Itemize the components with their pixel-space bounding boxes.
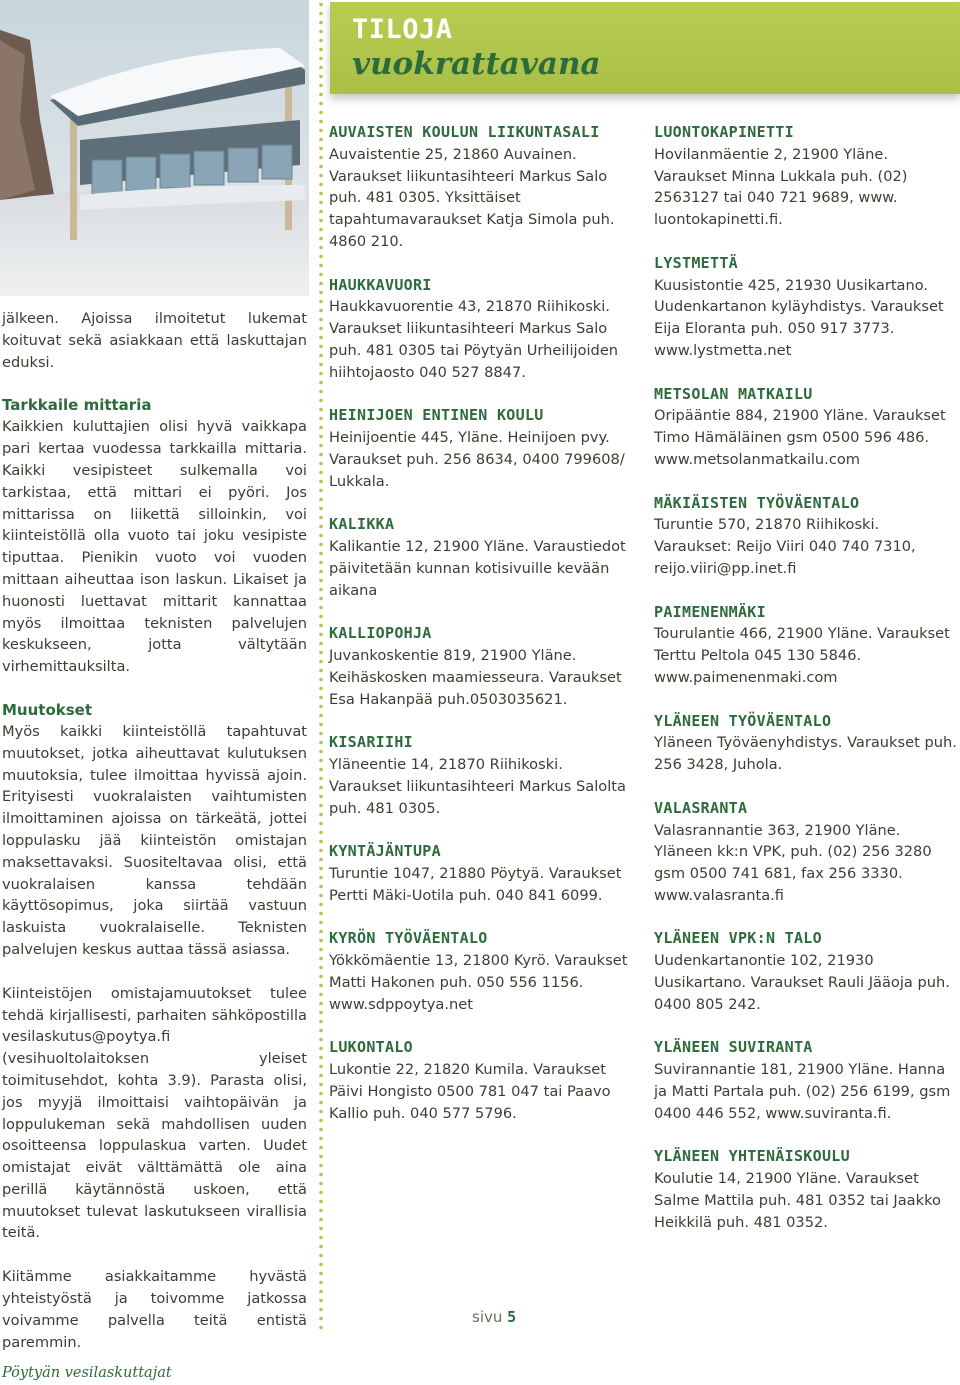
section-title-changes: Muutokset bbox=[2, 700, 93, 719]
venue-name: HEINIJOEN ENTINEN KOULU bbox=[329, 406, 544, 425]
venue-name: YLÄNEEN YHTENÄISKOULU bbox=[654, 1147, 850, 1166]
venue-name: YLÄNEEN VPK:N TALO bbox=[654, 929, 822, 948]
venue-name: KALLIOPOHJA bbox=[329, 624, 432, 643]
ownership-paragraph: Kiinteistöjen omistajamuutokset tulee tehdä kirjallisesti, parhaiten sähköpostilla vesilaskutus@poytya.fi (vesihuoltolaitoksen yleiset toimitusehdot, kohta 3.9). Parasta olisi, jos myyjä ilmoittaisi vaihtopäivän ja loppulukeman sekä mahdollisen uuden osoitteensa loppulaskua varten. Uudet omistajat eivät välttämättä ole aina perillä käytännöstä uskoen, että muutokset tulevat laskutukseen virallisia teitä. bbox=[2, 984, 307, 1242]
venue-entry bbox=[654, 602, 960, 689]
venue-name: KYRÖN TYÖVÄENTALO bbox=[329, 929, 488, 948]
header-banner bbox=[330, 2, 960, 94]
venue-entry bbox=[654, 711, 960, 776]
venue-name: METSOLAN MATKAILU bbox=[654, 384, 813, 403]
venue-details: Hovilanmäentie 2, 21900 Yläne. Varaukset Minna Lukkala puh. (02) 2563127 tai 040 721 9689, www. luontokapinetti.fi. bbox=[654, 145, 908, 229]
banner-title: TILOJA bbox=[352, 14, 453, 45]
mailbox-photo bbox=[0, 0, 309, 296]
venue-name: YLÄNEEN TYÖVÄENTALO bbox=[654, 711, 832, 730]
venue-details: Yökkömäentie 13, 21800 Kyrö. Varaukset Matti Hakonen puh. 050 556 1156. www.sdppoytya.net bbox=[329, 952, 628, 1013]
thanks-paragraph: Kiitämme asiakkaitamme hyvästä yhteistyöstä ja toivomme jatkossa voivamme palvella teitä entistä paremmin. bbox=[2, 1268, 307, 1351]
venue-details: Auvaistentie 25, 21860 Auvainen. Varaukset liikuntasihteeri Markus Salo puh. 481 0305. Yksittäiset tapahtumavaraukset Katja Simola puh. 4860 210. bbox=[329, 145, 615, 250]
page-word: sivu bbox=[472, 1308, 503, 1326]
venue-details: Kuusistontie 425, 21930 Uusikartano. Uudenkartanon kyläyhdistys. Varaukset Eija Eloranta puh. 050 917 3773. www.lystmetta.net bbox=[654, 276, 944, 359]
venue-details: Turuntie 570, 21870 Riihikoski. Varaukset: Reijo Viiri 040 740 7310, reijo.viiri@pp.inet.fi bbox=[654, 516, 916, 577]
venue-details: Uudenkartanontie 102, 21930 Uusikartano. Varaukset Rauli Jääoja puh. 0400 805 242. bbox=[654, 952, 950, 1013]
venue-details: Heinijoentie 445, Yläne. Heinijoen pvy. Varaukset puh. 256 8634, 0400 799608/ Lukkala. bbox=[329, 429, 625, 490]
venue-name: VALASRANTA bbox=[654, 798, 748, 817]
venue-details: Suvirannantie 181, 21900 Yläne. Hanna ja Matti Partala puh. (02) 256 6199, gsm 0400 446 552, www.suviranta.fi. bbox=[654, 1061, 951, 1122]
venue-entry bbox=[654, 253, 960, 362]
venue-details: Yläneentie 14, 21870 Riihikoski. Varaukset liikuntasihteeri Markus Salolta puh. 481 0305. bbox=[329, 756, 626, 817]
page-number bbox=[472, 1308, 516, 1326]
venue-entry bbox=[654, 1037, 960, 1124]
venue-name: PAIMENENMÄKI bbox=[654, 602, 766, 621]
section-title-meter: Tarkkaile mittaria bbox=[2, 396, 152, 415]
venue-entry bbox=[329, 928, 629, 1015]
venue-name: AUVAISTEN KOULUN LIIKUNTASALI bbox=[329, 123, 600, 141]
venue-name: MÄKIÄISTEN TYÖVÄENTALO bbox=[654, 493, 860, 512]
venue-details: Kalikantie 12, 21900 Yläne. Varaustiedot päivitetään kunnan kotisivuille kevään aikana bbox=[329, 538, 626, 599]
venue-details: Oripääntie 884, 21900 Yläne. Varaukset Timo Hämäläinen gsm 0500 596 486. www.metsolanmatkailu.com bbox=[654, 407, 946, 468]
venue-details: Turuntie 1047, 21880 Pöytyä. Varaukset Pertti Mäki-Uotila puh. 040 841 6099. bbox=[329, 865, 622, 904]
venue-entry bbox=[654, 122, 960, 231]
venue-details: Tourulantie 466, 21900 Yläne. Varaukset Terttu Peltola 045 130 5846. www.paimenenmaki.com bbox=[654, 625, 950, 686]
venue-name: LYSTMETTÄ bbox=[654, 253, 738, 272]
venue-entry bbox=[329, 732, 629, 819]
venue-entry bbox=[329, 1037, 629, 1124]
venue-details: Valasrannantie 363, 21900 Yläne. Yläneen kk:n VPK, puh. (02) 256 3280 gsm 0500 741 681, fax 256 3330. www.valasranta.fi bbox=[654, 821, 932, 904]
intro-paragraph: jälkeen. Ajoissa ilmoitetut lukemat koituvat sekä asiakkaan että laskuttajan eduksi. bbox=[2, 310, 307, 371]
venue-details: Lukontie 22, 21820 Kumila. Varaukset Päivi Hongisto 0500 781 047 tai Paavo Kallio puh. 040 577 5796. bbox=[329, 1061, 611, 1122]
venue-entry bbox=[654, 798, 960, 907]
venue-details: Koulutie 14, 21900 Yläne. Varaukset Salme Mattila puh. 481 0352 tai Jaakko Heikkilä puh. 481 0352. bbox=[654, 1170, 941, 1231]
venue-entry bbox=[329, 275, 629, 384]
banner-subtitle: vuokrattavana bbox=[352, 46, 601, 82]
venue-name: LUONTOKAPINETTI bbox=[654, 123, 794, 141]
venue-entry bbox=[329, 514, 629, 601]
section-body-meter: Kaikkien kuluttajien olisi hyvä vaikkapa pari kertaa vuodessa tarkkailla mittaria. Kaikki vesipisteet sulkemalla voi tarkistaa, että mittari ei pyöri. Jos mittarissa on liikettä silloinkin, voi kiinteistöllä olla vuoto tai joku vesipiste tiputtaa. Pienikin vuoto voi vuoden mittaan aiheuttaa ison laskun. Likaiset ja huonosti luettavat mittarit kannattaa myös ilmoittaa teknisten palvelujen keskukseen, jotta vältytään virhemittauksilta. bbox=[2, 418, 307, 676]
venue-entry bbox=[654, 928, 960, 1015]
venue-entry bbox=[329, 405, 629, 492]
venue-entry bbox=[329, 122, 629, 253]
venue-details: Juvankoskentie 819, 21900 Yläne. Keihäskosken maamiesseura. Varaukset Esa Hakanpää puh.0503035621. bbox=[329, 647, 622, 708]
venue-name: LUKONTALO bbox=[329, 1038, 413, 1057]
venue-entry bbox=[329, 841, 629, 906]
section-body-changes: Myös kaikki kiinteistöllä tapahtuvat muutokset, jotka aiheuttavat kulutuksen muutoksia, tulee ilmoittaa hyvissä ajoin. Erityisesti vuokralaisten vaihtumisten ilmoittaminen ajoissa on tärkeätä, jottei loppulasku jää kiinteistön omistajan maksettavaksi. Suositeltavaa olisi, että vuokralaisen kanssa tehdään käyttösopimus, joka siirtää vastuun laskuista vuokralaiselle. Teknisten palvelujen keskus auttaa tässä asiassa. bbox=[2, 722, 307, 958]
signature: Pöytyän vesilaskuttajat bbox=[2, 1365, 172, 1382]
venue-name: KYNTÄJÄNTUPA bbox=[329, 842, 441, 861]
left-column bbox=[2, 308, 307, 1385]
venue-name: HAUKKAVUORI bbox=[329, 275, 432, 294]
venue-details: Yläneen Työväenyhdistys. Varaukset puh. 256 3428, Juhola. bbox=[654, 734, 957, 774]
dotted-divider bbox=[318, 0, 324, 1331]
venue-name: KISARIIHI bbox=[329, 733, 413, 752]
venue-details: Haukkavuorentie 43, 21870 Riihikoski. Varaukset liikuntasihteeri Markus Salo puh. 481 0305 tai Pöytyän Urheilijoiden hiihtojaosto 040 527 8847. bbox=[329, 298, 619, 381]
venue-name: KALIKKA bbox=[329, 515, 395, 534]
page-number-value: 5 bbox=[507, 1308, 517, 1326]
venue-entry bbox=[654, 1146, 960, 1233]
venue-entry bbox=[329, 623, 629, 710]
venue-entry bbox=[654, 384, 960, 471]
venue-entry bbox=[654, 493, 960, 580]
venue-name: YLÄNEEN SUVIRANTA bbox=[654, 1038, 813, 1057]
venues-column-right bbox=[654, 122, 960, 1255]
venues-column-middle bbox=[329, 122, 629, 1146]
